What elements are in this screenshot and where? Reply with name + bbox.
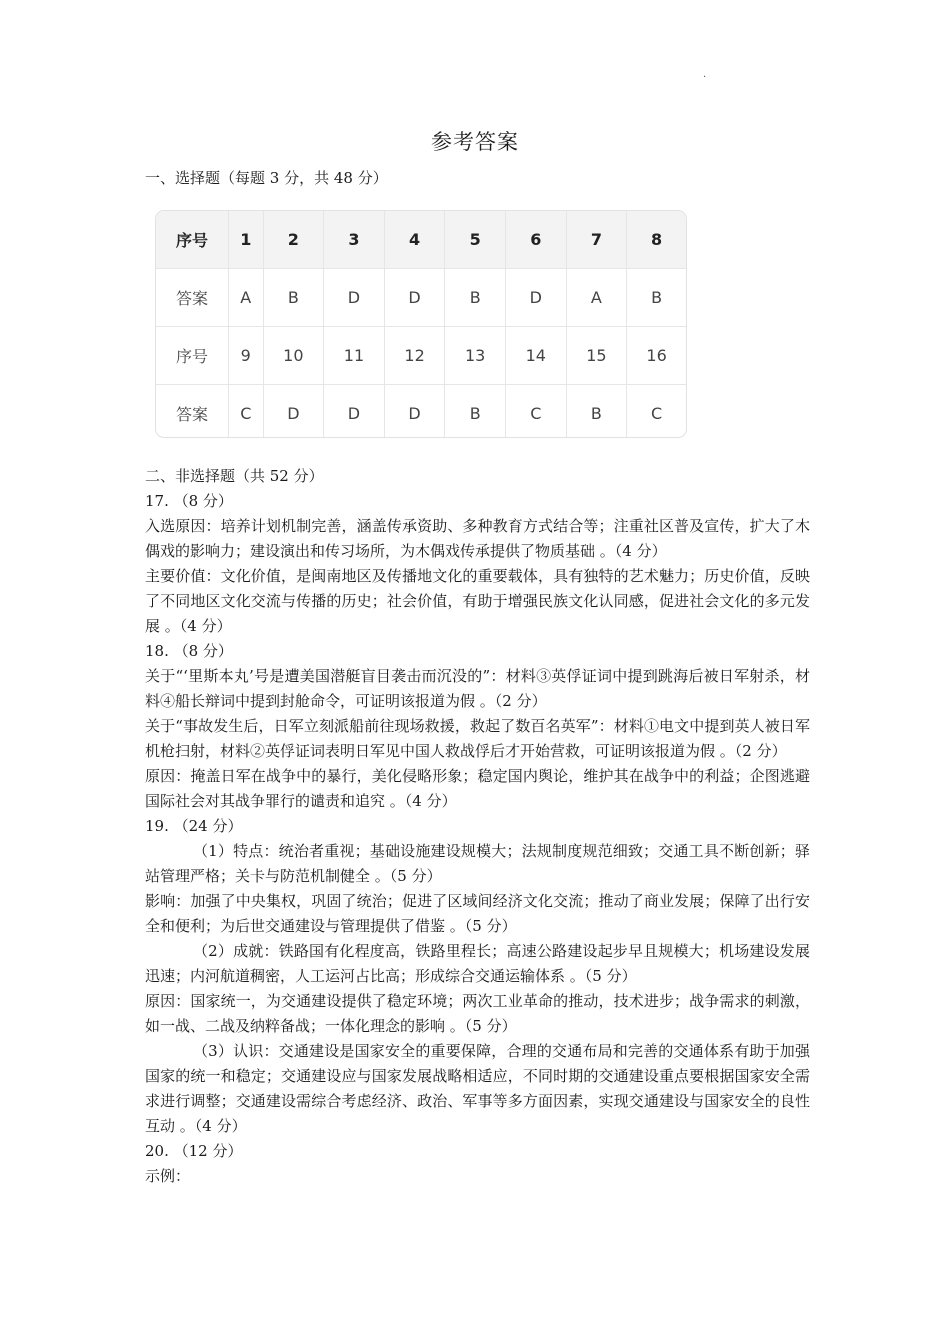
q19-paragraph: （1）特点：统治者重视；基础设施建设规模大；法规制度规范细致；交通工具不断创新；驿站管理严格；关卡与防范机制健全 。（5 分）: [145, 842, 810, 885]
table-cell: 16: [627, 327, 686, 385]
q17-paragraph: 主要价值：文化价值，是闽南地区及传播地文化的重要载体，具有独特的艺术魅力；历史价值，反映了不同地区文化交流与传播的历史；社会价值，有助于增强民族文化认同感，促进社会文化的多元发展 。（4 分）: [145, 567, 810, 635]
table-cell: B: [627, 269, 686, 327]
section-1-heading: 一、选择题（每题 3 分，共 48 分）: [145, 169, 388, 187]
table-cell: C: [505, 385, 566, 439]
table-cell: 4: [384, 211, 445, 269]
section-2-heading: 二、非选择题（共 52 分）: [145, 467, 324, 485]
q19-paragraph: （3）认识：交通建设是国家安全的重要保障，合理的交通布局和完善的交通体系有助于加强国家的统一和稳定；交通建设应与国家发展战略相适应，不同时期的交通建设重点要根据国家安全需求进行调整；交通建设需综合考虑经济、政治、军事等多方面因素，实现交通建设与国家安全的良性互动 。（4 分）: [145, 1042, 810, 1135]
table-cell: 15: [566, 327, 627, 385]
table-row: [156, 211, 686, 269]
table-cell: 8: [627, 211, 686, 269]
table-cell: 7: [566, 211, 627, 269]
table-cell: D: [263, 385, 324, 439]
q17-paragraph: 入选原因：培养计划机制完善，涵盖传承资助、多种教育方式结合等；注重社区普及宣传，扩大了木偶戏的影响力；建设演出和传习场所，为木偶戏传承提供了物质基础 。（4 分）: [145, 517, 810, 560]
table-cell: D: [324, 269, 385, 327]
table-cell: A: [566, 269, 627, 327]
q20-paragraph: 示例：: [145, 1167, 191, 1185]
table-cell: 10: [263, 327, 324, 385]
table-row-label: 序号: [156, 327, 229, 385]
table-cell: D: [505, 269, 566, 327]
q19-paragraph: （2）成就：铁路国有化程度高，铁路里程长；高速公路建设起步早且规模大；机场建设发展迅速；内河航道稠密，人工运河占比高；形成综合交通运输体系 。（5 分）: [145, 942, 810, 985]
q18-heading: 18. （8 分）: [145, 642, 233, 660]
table-cell: C: [229, 385, 264, 439]
table-cell: D: [384, 269, 445, 327]
table-cell: 2: [263, 211, 324, 269]
table-cell: 14: [505, 327, 566, 385]
table-row-label: 答案: [156, 385, 229, 439]
table-cell: 1: [229, 211, 264, 269]
page-title: 参考答案: [431, 130, 519, 154]
table-cell: B: [445, 385, 506, 439]
table-cell: D: [324, 385, 385, 439]
q18-paragraph: 关于“‘里斯本丸’号是遭美国潜艇盲目袭击而沉没的”：材料③英俘证词中提到跳海后被日军射杀，材料④船长辩词中提到封舱命令，可证明该报道为假 。（2 分）: [145, 667, 810, 710]
q18-paragraph: 关于“事故发生后，日军立刻派船前往现场救援，救起了数百名英军”：材料①电文中提到英人被日军机枪扫射，材料②英俘证词表明日军见中国人救战俘后才开始营救，可证明该报道为假 。（2 分）: [145, 717, 810, 760]
answer-table: [155, 210, 687, 438]
table-cell: A: [229, 269, 264, 327]
table-cell: 5: [445, 211, 506, 269]
corner-dot-mark: ·: [703, 72, 707, 83]
q17-heading: 17. （8 分）: [145, 492, 233, 510]
table-cell: B: [445, 269, 506, 327]
table-cell: D: [384, 385, 445, 439]
table-row-label: 答案: [156, 269, 229, 327]
table-cell: 13: [445, 327, 506, 385]
table-cell: 12: [384, 327, 445, 385]
answer-body: [145, 464, 810, 1189]
table-cell: B: [263, 269, 324, 327]
table-row: [156, 327, 686, 385]
table-cell: 11: [324, 327, 385, 385]
table-cell: C: [651, 404, 663, 423]
q18-paragraph: 原因：掩盖日军在战争中的暴行，美化侵略形象；稳定国内舆论，维护其在战争中的利益；企图逃避国际社会对其战争罪行的谴责和追究 。（4 分）: [145, 767, 810, 810]
q19-heading: 19. （24 分）: [145, 817, 243, 835]
table-row: [156, 269, 686, 327]
q19-paragraph: 影响：加强了中央集权，巩固了统治；促进了区域间经济文化交流；推动了商业发展；保障了出行安全和便利；为后世交通建设与管理提供了借鉴 。（5 分）: [145, 892, 810, 935]
table-cell: 6: [505, 211, 566, 269]
table-cell: 9: [229, 327, 264, 385]
q19-paragraph: 原因：国家统一，为交通建设提供了稳定环境；两次工业革命的推动，技术进步；战争需求的刺激，如一战、二战及纳粹备战；一体化理念的影响 。（5 分）: [145, 992, 810, 1035]
table-row-label: 序号: [156, 211, 229, 269]
table-cell: 3: [324, 211, 385, 269]
table-cell: B: [566, 385, 627, 439]
q20-heading: 20. （12 分）: [145, 1142, 243, 1160]
table-row: [156, 385, 686, 439]
